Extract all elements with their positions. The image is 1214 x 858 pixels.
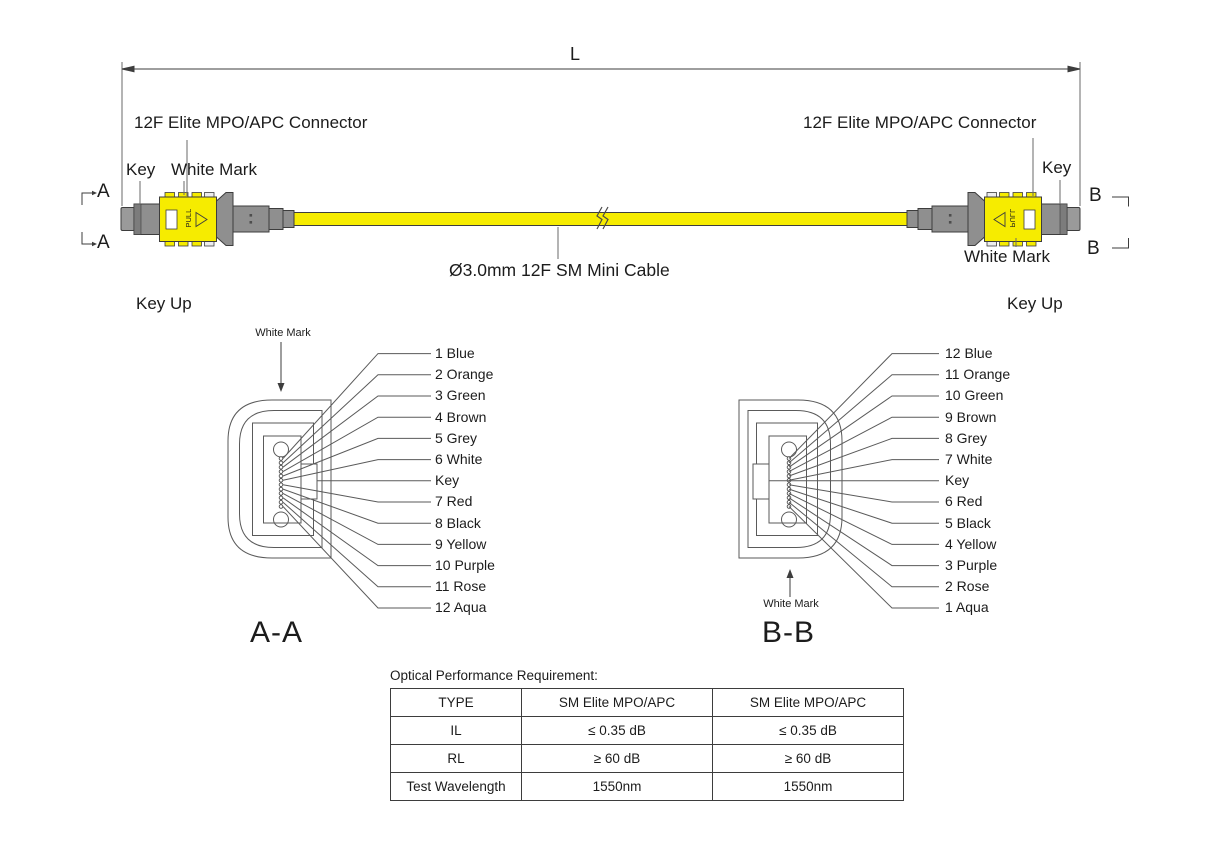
callout-leader-lines (140, 138, 1060, 259)
table-cell: ≤ 0.35 dB (522, 717, 713, 745)
section-a-top-label: A (97, 181, 110, 202)
table-row (391, 773, 904, 801)
face-a-white-mark-label: White Mark (255, 327, 311, 339)
fiber-label: 11 Orange (945, 366, 1011, 383)
cable (290, 207, 912, 229)
key-up-label-right: Key Up (1007, 294, 1063, 313)
connector-label-left: 12F Elite MPO/APC Connector (134, 113, 368, 132)
fiber-label: 3 Green (435, 387, 486, 404)
key-position-label: Key (945, 472, 970, 489)
white-mark-label-right: White Mark (964, 247, 1050, 266)
fiber-label: 5 Black (945, 514, 991, 531)
table-cell: 1550nm (713, 773, 904, 801)
section-b-top-label: B (1089, 185, 1102, 206)
fiber-label: 6 Red (945, 493, 983, 510)
key-up-label-left: Key Up (136, 294, 192, 313)
fiber-label: 1 Blue (435, 345, 475, 361)
left-connector (121, 193, 294, 247)
fiber-label: 4 Yellow (945, 535, 997, 552)
fiber-label: 12 Blue (945, 345, 993, 361)
fiber-label: 8 Black (435, 514, 481, 531)
key-position-label: Key (435, 472, 460, 489)
table-cell: SM Elite MPO/APC (522, 689, 713, 717)
table-cell: Test Wavelength (391, 773, 522, 801)
performance-table-title: Optical Performance Requirement: (390, 668, 598, 683)
fiber-label: 12 Aqua (435, 599, 487, 616)
dimension-line (122, 62, 1080, 206)
face-b-drawing (739, 400, 842, 558)
section-a-bottom-label: A (97, 232, 110, 253)
table-cell: ≥ 60 dB (713, 745, 904, 773)
fiber-label: 10 Green (945, 387, 1004, 404)
fiber-label: 3 Purple (945, 556, 998, 573)
table-row (391, 717, 904, 745)
table-cell: ≥ 60 dB (522, 745, 713, 773)
face-a-white-mark-arrow (278, 342, 285, 392)
fiber-label: 2 Orange (435, 366, 494, 383)
face-a-drawing (228, 400, 331, 558)
key-label-right: Key (1042, 158, 1072, 177)
face-b-labels (945, 343, 1010, 618)
fiber-label: 5 Grey (435, 429, 478, 446)
fiber-label: 9 Brown (945, 408, 997, 425)
section-b-bottom-label: B (1087, 238, 1100, 259)
right-connector (907, 193, 1080, 247)
fiber-label: 9 Yellow (435, 535, 487, 552)
fiber-label: 8 Grey (945, 429, 988, 446)
fiber-label: 6 White (435, 450, 483, 467)
face-b-caption: B-B (762, 616, 816, 649)
performance-table (390, 688, 904, 801)
table-cell: SM Elite MPO/APC (713, 689, 904, 717)
cable-label: Ø3.0mm 12F SM Mini Cable (449, 260, 670, 280)
white-mark-label-left: White Mark (171, 160, 257, 179)
fiber-label: 1 Aqua (945, 599, 989, 616)
table-cell: IL (391, 717, 522, 745)
face-b-white-mark-arrow (787, 569, 794, 597)
fiber-label: 4 Brown (435, 408, 487, 425)
face-a-labels (435, 343, 495, 618)
fiber-label: 11 Rose (435, 578, 487, 595)
table-row (391, 689, 904, 717)
table-row (391, 745, 904, 773)
table-cell: RL (391, 745, 522, 773)
fiber-label: 10 Purple (435, 556, 495, 573)
table-cell: TYPE (391, 689, 522, 717)
face-a-caption: A-A (250, 616, 304, 649)
dimension-label: L (570, 44, 581, 64)
table-cell: 1550nm (522, 773, 713, 801)
fiber-label: 7 Red (435, 493, 473, 510)
fiber-label: 2 Rose (945, 578, 990, 595)
table-cell: ≤ 0.35 dB (713, 717, 904, 745)
connector-label-right: 12F Elite MPO/APC Connector (803, 113, 1037, 132)
face-b-fan-lines (769, 354, 939, 608)
key-label-left: Key (126, 160, 156, 179)
fiber-label: 7 White (945, 450, 993, 467)
face-b-white-mark-label: White Mark (763, 598, 819, 610)
